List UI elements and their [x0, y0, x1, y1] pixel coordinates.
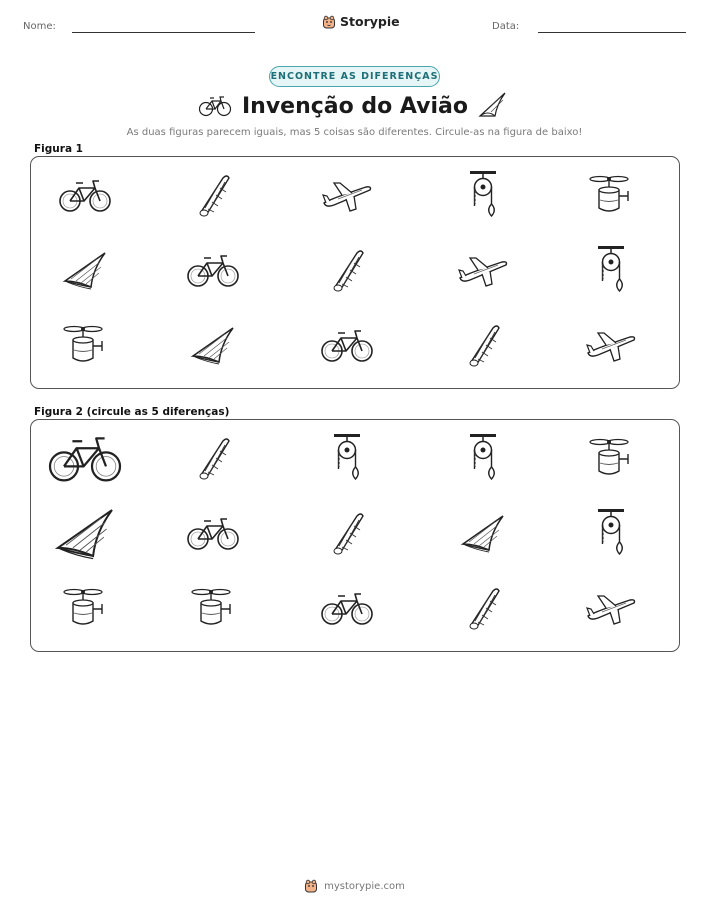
bicycle-icon[interactable] [175, 239, 251, 301]
airplane-icon[interactable] [309, 164, 385, 226]
rope-icon[interactable] [309, 502, 385, 564]
bicycle-icon [198, 95, 232, 117]
rope-icon[interactable] [445, 577, 521, 639]
pulley-icon[interactable] [573, 502, 649, 564]
page-title: Invenção do Avião [241, 94, 469, 119]
pulley-icon[interactable] [445, 164, 521, 226]
figure1-label: Figura 1 [34, 143, 83, 155]
footer [0, 879, 709, 893]
wing-sail-icon[interactable] [34, 491, 137, 575]
storypie-mascot-icon [304, 879, 318, 893]
date-line[interactable] [538, 32, 686, 33]
propeller-engine-icon[interactable] [47, 314, 123, 376]
storypie-mascot-icon [322, 15, 336, 29]
activity-tag: ENCONTRE AS DIFERENÇAS [269, 66, 440, 87]
bicycle-icon[interactable] [309, 314, 385, 376]
rope-icon[interactable] [309, 239, 385, 301]
brand-name: Storypie [340, 14, 400, 29]
rope-icon[interactable] [445, 314, 521, 376]
propeller-engine-icon[interactable] [573, 164, 649, 226]
wing-sail-icon[interactable] [445, 502, 521, 564]
figure2-label: Figura 2 (circule as 5 diferenças) [34, 406, 230, 418]
figure1-panel [30, 156, 680, 389]
rope-icon[interactable] [175, 427, 251, 489]
propeller-engine-icon[interactable] [47, 577, 123, 639]
propeller-engine-icon[interactable] [573, 427, 649, 489]
pulley-icon[interactable] [309, 427, 385, 489]
bicycle-icon[interactable] [32, 415, 138, 502]
wing-sail-icon[interactable] [175, 314, 251, 376]
rope-icon[interactable] [175, 164, 251, 226]
name-label: Nome: [23, 21, 56, 32]
name-line[interactable] [72, 32, 255, 33]
wing-sail-icon[interactable] [47, 239, 123, 301]
bicycle-icon[interactable] [175, 502, 251, 564]
instructions: As duas figuras parecem iguais, mas 5 coisas são diferentes. Circule-as na figura de baixo! [126, 127, 583, 138]
figure2-panel [30, 419, 680, 652]
airplane-icon[interactable] [573, 314, 649, 376]
footer-url[interactable]: mystorypie.com [324, 880, 405, 892]
pulley-icon[interactable] [573, 239, 649, 301]
propeller-engine-icon[interactable] [175, 577, 251, 639]
bicycle-icon[interactable] [309, 577, 385, 639]
bicycle-icon[interactable] [47, 164, 123, 226]
airplane-icon[interactable] [573, 577, 649, 639]
date-label: Data: [492, 21, 520, 32]
pulley-icon[interactable] [445, 427, 521, 489]
airplane-icon[interactable] [445, 239, 521, 301]
brand-logo [322, 14, 400, 29]
wing-sail-icon [477, 90, 509, 118]
